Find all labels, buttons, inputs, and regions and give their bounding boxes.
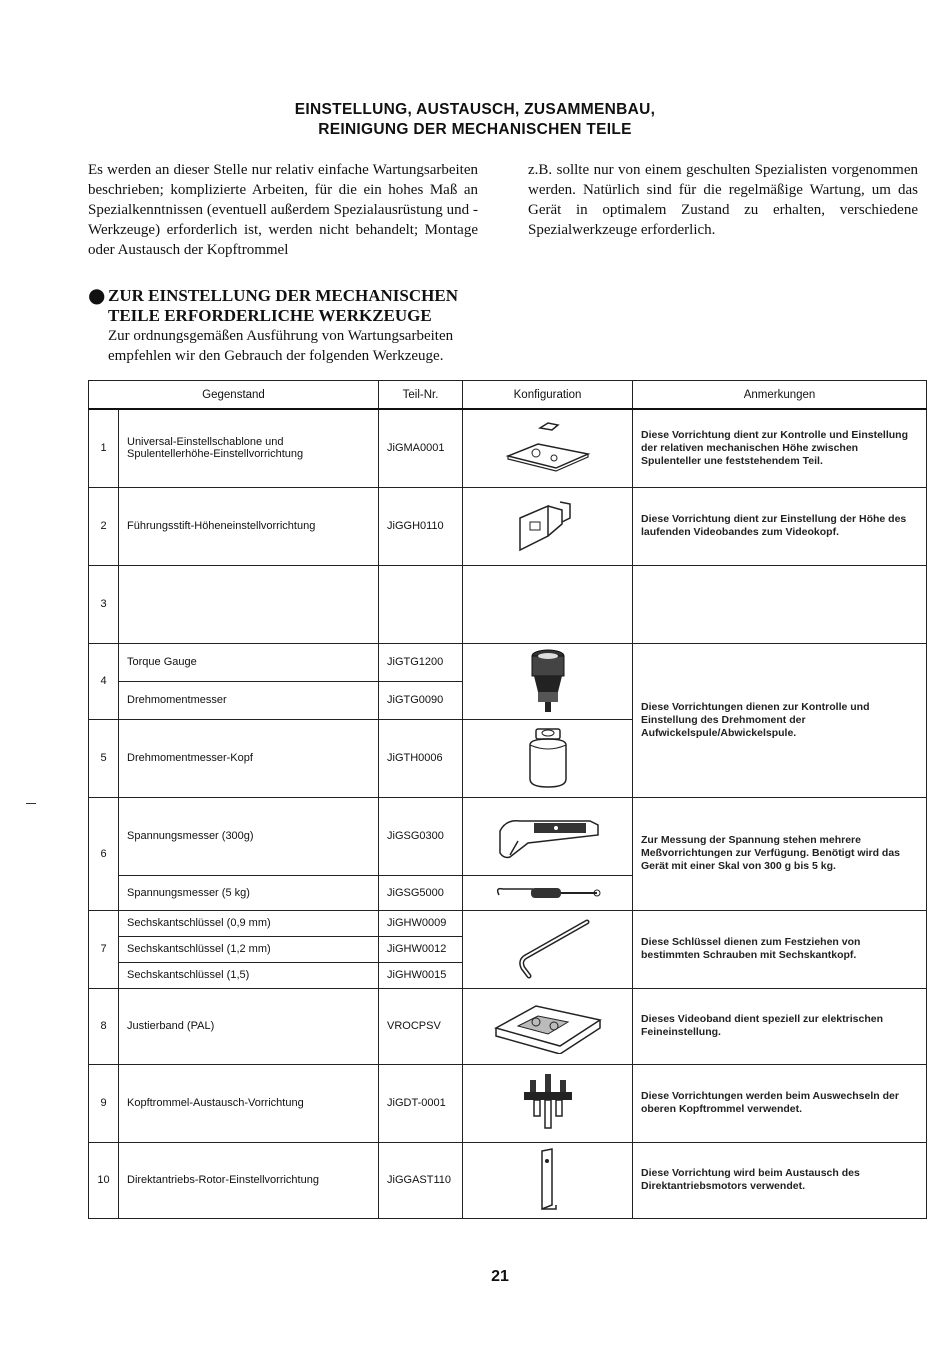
tension-gauge-icon [488, 811, 608, 861]
row-number: 3 [89, 565, 119, 643]
torque-gauge-icon [523, 646, 573, 716]
row-number: 1 [89, 409, 119, 487]
part-number: JiGDT-0001 [379, 1064, 463, 1142]
row-number: 10 [89, 1142, 119, 1218]
table-row [89, 910, 927, 936]
part-number: JiGTG1200 [379, 643, 463, 681]
part-number [379, 565, 463, 643]
torque-head-icon [518, 725, 578, 791]
note: Diese Vorrichtung wird beim Austausch des Direktantriebsmotors verwendet. [633, 1142, 927, 1218]
item-name: Sechskantschlüssel (1,5) [119, 962, 379, 988]
part-number: JiGSG0300 [379, 797, 463, 875]
note: Diese Vorrichtungen dienen zur Kontrolle und Einstellung des Drehmoment der Aufwickelspule/Abwickelspule. [633, 643, 927, 797]
item-name: Drehmomentmesser-Kopf [119, 719, 379, 797]
tool-image-cell [463, 409, 633, 487]
guide-pin-gauge-icon [508, 496, 588, 556]
part-number: VROCPSV [379, 988, 463, 1064]
item-name: Spannungsmesser (5 kg) [119, 875, 379, 910]
tool-image-cell [463, 875, 633, 910]
part-number: JiGSG5000 [379, 875, 463, 910]
part-number: JiGHW0015 [379, 962, 463, 988]
item-name: Führungsstift-Höheneinstellvorrichtung [119, 487, 379, 565]
hex-key-icon [503, 916, 593, 982]
note [633, 565, 927, 643]
title-line-1: EINSTELLUNG, AUSTAUSCH, ZUSAMMENBAU, [294, 101, 656, 118]
table-row [89, 1064, 927, 1142]
tool-image-cell [463, 1064, 633, 1142]
section-heading-line-1: ZUR EINSTELLUNG DER MECHANISCHEN [108, 286, 458, 305]
intro-paragraph-right: z.B. sollte nur von einem geschulten Spezialisten vorgenommen werden. Natürlich sind für die regelmäßige Wartung, um das Gerät in optimalem Zustand zu erhalten, verschiedene Spezialwerkzeuge erforderlich. [528, 162, 918, 238]
item-name-line-1: Universal-Einstellschablone und [127, 436, 284, 449]
table-row [89, 643, 927, 681]
tool-image-cell [463, 910, 633, 988]
header-part: Teil-Nr. [379, 381, 463, 410]
height-gauge-icon [498, 418, 598, 478]
table-row [89, 797, 927, 875]
tools-section [88, 283, 488, 366]
tool-image-cell [463, 719, 633, 797]
title-line-2: REINIGUNG DER MECHANISCHEN TEILE [318, 121, 632, 138]
page-title [0, 100, 950, 140]
tool-image-cell [463, 565, 633, 643]
item-name: Kopftrommel-Austausch-Vorrichtung [119, 1064, 379, 1142]
item-name: Justierband (PAL) [119, 988, 379, 1064]
note: Diese Vorrichtungen werden beim Auswechseln der oberen Kopftrommel verwendet. [633, 1064, 927, 1142]
row-number: 9 [89, 1064, 119, 1142]
row-number: 5 [89, 719, 119, 797]
drum-exchange-tool-icon [518, 1070, 578, 1136]
note: Zur Messung der Spannung stehen mehrere Meßvorrichtungen zur Verfügung. Benötigt wird das Gerät mit einer Skal von 300 g bis 5 kg. [633, 797, 927, 910]
rotor-adjust-tool-icon [528, 1145, 568, 1215]
table-row [89, 988, 927, 1064]
header-config: Konfiguration [463, 381, 633, 410]
header-notes: Anmerkungen [633, 381, 927, 410]
item-name: Spannungsmesser (300g) [119, 797, 379, 875]
item-name [119, 409, 379, 487]
note: Dieses Videoband dient speziell zur elektrischen Feineinstellung. [633, 988, 927, 1064]
table-row [89, 409, 927, 487]
section-text: Zur ordnungsgemäßen Ausführung von Wartungsarbeiten empfehlen wir den Gebrauch der folgenden Werkzeuge. [108, 328, 454, 364]
note: Diese Schlüssel dienen zum Festziehen von bestimmten Schrauben mit Sechskantkopf. [633, 910, 927, 988]
part-number: JiGHW0009 [379, 910, 463, 936]
tool-image-cell [463, 988, 633, 1064]
tool-image-cell [463, 1142, 633, 1218]
section-heading-line-2: TEILE ERFORDERLICHE WERKZEUGE [108, 306, 432, 325]
note: Diese Vorrichtung dient zur Einstellung der Höhe des laufenden Videobandes zum Videokopf. [633, 487, 927, 565]
row-number: 2 [89, 487, 119, 565]
part-number: JiGMA0001 [379, 409, 463, 487]
row-number: 6 [89, 797, 119, 910]
note: Diese Vorrichtung dient zur Kontrolle und Einstellung der relativen mechanischen Höhe zwischen Spulenteller une feststehendem Teil. [633, 409, 927, 487]
row-number: 8 [89, 988, 119, 1064]
table-row [89, 487, 927, 565]
intro-paragraph-left: Es werden an dieser Stelle nur relativ einfache Wartungsarbeiten beschrieben; komplizierte Arbeiten, für die ein hohes Maß an Spezialkenntnissen (eventuell außerdem Spezialausrüstung und -Werkzeuge) erforderlich ist, werden nicht behandelt; Montage oder Austausch der Kopftrommel [88, 162, 478, 258]
tool-image-cell [463, 643, 633, 719]
item-name: Drehmomentmesser [119, 681, 379, 719]
video-cassette-icon [488, 998, 608, 1054]
item-name: Torque Gauge [119, 643, 379, 681]
item-name: Sechskantschlüssel (1,2 mm) [119, 936, 379, 962]
table-header-row [89, 381, 927, 410]
part-number: JiGTG0090 [379, 681, 463, 719]
table-row [89, 1142, 927, 1218]
spring-scale-icon [493, 883, 603, 903]
part-number: JiGHW0012 [379, 936, 463, 962]
item-name: Direktantriebs-Rotor-Einstellvorrichtung [119, 1142, 379, 1218]
tool-image-cell [463, 487, 633, 565]
table-row [89, 565, 927, 643]
header-item: Gegenstand [89, 381, 379, 410]
page-number: 21 [491, 1268, 509, 1285]
bullet-icon: ● [88, 283, 106, 307]
item-name [119, 565, 379, 643]
item-name: Sechskantschlüssel (0,9 mm) [119, 910, 379, 936]
margin-mark [26, 803, 36, 804]
part-number: JiGTH0006 [379, 719, 463, 797]
tool-image-cell [463, 797, 633, 875]
part-number: JiGGAST110 [379, 1142, 463, 1218]
row-number: 4 [89, 643, 119, 719]
section-heading [108, 286, 488, 326]
item-name-line-2: Spulentellerhöhe-Einstellvorrichtung [127, 448, 304, 461]
tools-table [88, 380, 927, 1219]
row-number: 7 [89, 910, 119, 988]
part-number: JiGGH0110 [379, 487, 463, 565]
